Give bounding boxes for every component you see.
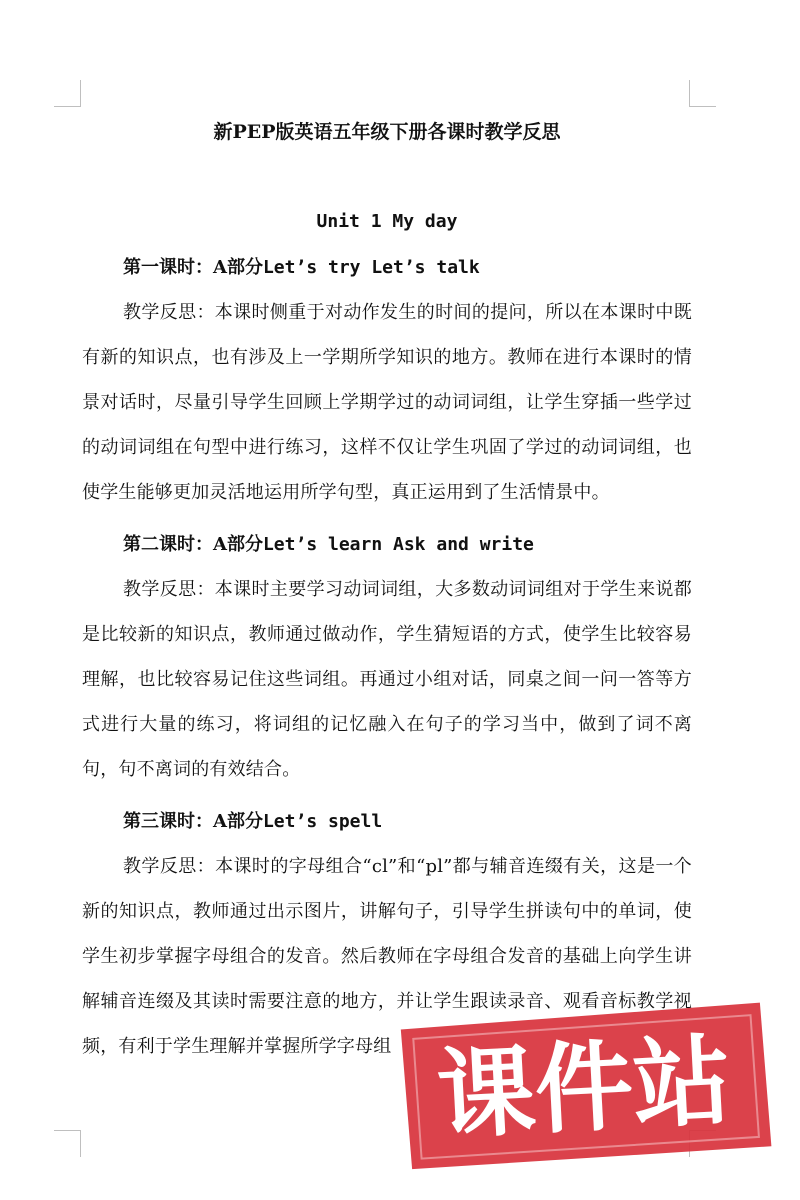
crop-mark-bottom-left	[54, 1130, 81, 1157]
lesson-2-heading	[82, 529, 692, 561]
lesson-2-reflection: 教学反思：本课时主要学习动词词组，大多数动词词组对于学生来说都是比较新的知识点，教师通过做动作，学生猜短语的方式，使学生比较容易理解，也比较容易记住这些词组。再通过小组对话，同桌之间一问一答等方式进行大量的练习，将词组的记忆融入在句子的学习当中，做到了词不离句，句不离词的有效结合。	[82, 579, 692, 780]
document-title: 新PEP版英语五年级下册各课时教学反思	[213, 121, 561, 143]
lesson-3-heading-en: Let’s spell	[262, 811, 383, 832]
lesson-3-heading	[82, 806, 692, 838]
crop-mark-top-left	[54, 80, 81, 107]
watermark-stamp	[394, 1000, 773, 1171]
lesson-2-heading-en: Let’s learn Ask and write	[262, 534, 534, 555]
lesson-3-heading-cn: 第三课时：A部分	[123, 811, 263, 832]
watermark-stamp-graphic	[394, 1000, 773, 1171]
crop-mark-top-right	[689, 80, 716, 107]
unit-title: Unit 1 My day	[316, 211, 458, 232]
lesson-1-reflection: 教学反思：本课时侧重于对动作发生的时间的提问，所以在本课时中既有新的知识点，也有涉及上一学期所学知识的地方。教师在进行本课时的情景对话时，尽量引导学生回顾上学期学过的动词词组，让学生穿插一些学过的动词词组在句型中进行练习，这样不仅让学生巩固了学过的动词词组，也使学生能够更加灵活地运用所学句型，真正运用到了生活情景中。	[82, 302, 692, 503]
lesson-3-reflection: 教学反思：本课时的字母组合“cl”和“pl”都与辅音连缀有关，这是一个新的知识点，教师通过出示图片，讲解句子，引导学生拼读句中的单词，使学生初步掌握字母组合的发音。然后教师在字母组合发音的基础上向学生讲解辅音连缀及其读时需要注意的地方，并让学生跟读录音、观看音标教学视频，有利于学生理解并掌握所学字母组	[82, 856, 692, 1057]
lesson-1-heading-en: Let’s try Let’s talk	[262, 257, 480, 278]
lesson-1-heading-cn: 第一课时：A部分	[123, 257, 263, 278]
watermark-text: 课件站	[434, 1024, 734, 1154]
document-body	[82, 116, 692, 1069]
lesson-2-heading-cn: 第二课时：A部分	[123, 534, 263, 555]
lesson-1-heading	[82, 252, 692, 284]
